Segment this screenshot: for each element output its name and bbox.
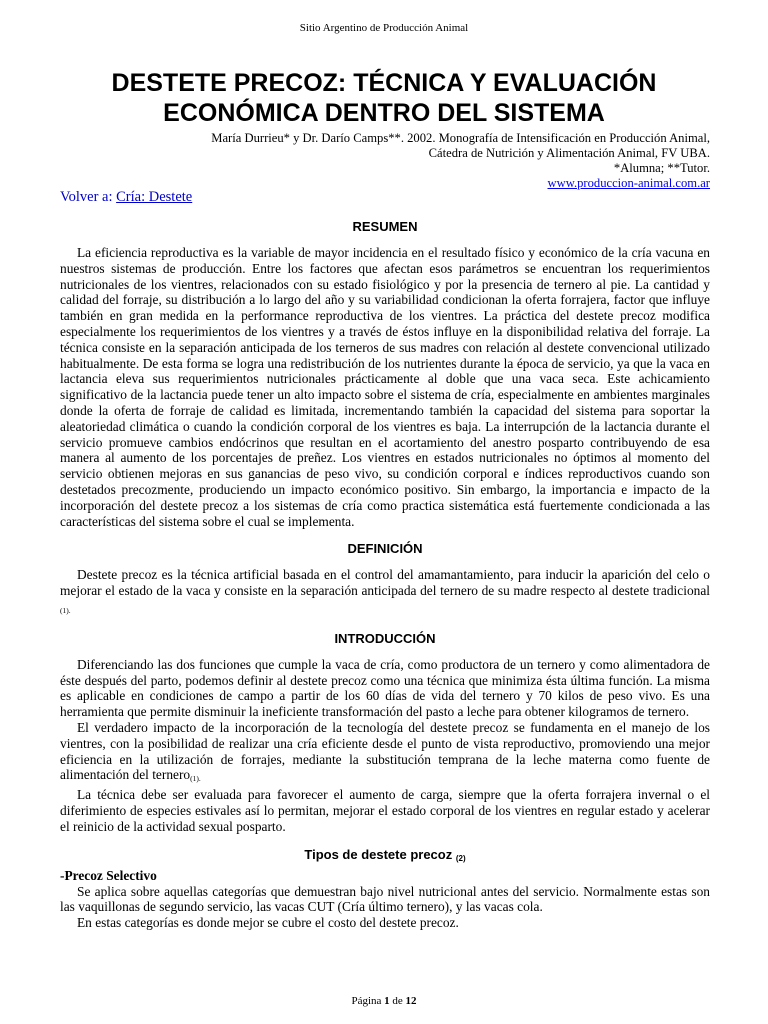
footer-mid: de — [389, 995, 406, 1007]
author-block — [70, 131, 710, 191]
paper-title — [40, 68, 728, 128]
tipos-heading-ref: (2) — [455, 853, 466, 863]
heading-resumen: RESUMEN — [352, 219, 418, 234]
definicion-ref: (1). — [60, 605, 71, 615]
definicion-text: Destete precoz es la técnica artificial basada en el control del amamantamiento, para inducir la aparición del celo o mejorar el estado de la vaca y consiste en la separación anticipada del ternero de su madre respecto al destete tradicional — [60, 567, 710, 599]
tipos-paragraph-2: En estas categorías es donde mejor se cubre el costo del destete precoz. — [77, 915, 459, 931]
back-prefix: Volver a: — [60, 189, 117, 205]
heading-definicion: DEFINICIÓN — [347, 541, 423, 557]
author-line-1: María Durrieu* y Dr. Darío Camps**. 2002. Monografía de Intensificación en Producción Animal, — [211, 131, 710, 145]
author-line-2: Cátedra de Nutrición y Alimentación Animal, FV UBA. — [428, 146, 710, 160]
definicion-paragraph — [60, 567, 710, 618]
tipos-heading-text: Tipos de destete precoz — [304, 846, 456, 862]
website-link[interactable]: www.produccion-animal.com.ar — [547, 176, 710, 190]
resumen-paragraph: La eficiencia reproductiva es la variable de mayor incidencia en el resultado físico y económico de la cría vacuna en nuestros sistemas de producción. Entre los factores que afectan esos parámetros se encuentran los requerimientos nutricionales de los vientres, relacionados con su estado fisiológico y por la presencia de ternero al pie. La cantidad y calidad del forraje, su distribución a lo largo del año y su variabilidad condicionan la oferta forrajera, factor que influye también en gran medida en la performance reproductiva de los vientres. La práctica del destete precoz modifica especialmente los requerimientos de los vientres y a través de éstos influye en la disponibilidad relativa del forraje. La técnica consiste en la separación anticipada de los terneros de sus madres con relación al destete convencional utilizado habitualmente. De esta forma se logra una redistribución de los nutrientes durante la época de servicio, ya que la vaca en lactancia eleva sus requerimientos nutricionales prácticamente al doble que una vaca seca. Este achicamiento significativo de la lactancia puede tener un alto impacto sobre el sistema de cría, especialmente en ambientes marginales donde la oferta de forraje de calidad es limitada, incrementando también la capacidad del sistema para soportar la aleatoriedad climática o cuando la condición corporal de los vientres es baja. La interrupción de la lactancia durante el servicio promueve cambios endócrinos que resultan en el acortamiento del anestro posparto contribuyendo de esa manera al aumento de los porcentajes de preñez. Los vientres en estados nutricionales no óptimos al momento del servicio obtienen mejoras en sus ganancias de peso vivo, su condición corporal e índices reproductivos cuando son destetados precozmente, produciendo un impacto económico positivo. Sin embargo, la importancia e impacto de la incorporación del destete precoz a los sistemas de cría como practica sistemática está fuertemente condicionada a las características del sistema sobre el cual se implementa. — [60, 245, 710, 529]
author-line-3: *Alumna; **Tutor. — [613, 161, 710, 175]
introduccion-paragraph-1: Diferenciando las dos funciones que cumple la vaca de cría, como productora de un ternero y como alimentadora de éste después del parto, podemos definir al destete precoz como una técnica que minimiza ésta última función. La misma es aplicable en condiciones de campo a partir de los 60 días de vida del ternero y 70 kilos de peso vivo. Es una herramienta que permite disminuir la ineficiente transformación del pasto a leche para obtener kilogramos de ternero. — [60, 656, 710, 720]
back-navigation — [60, 189, 192, 206]
title-line-1: DESTETE PRECOZ: TÉCNICA Y EVALUACIÓN — [111, 69, 657, 97]
subheading-precoz-selectivo: -Precoz Selectivo — [60, 867, 157, 883]
footer-page-number: 1 — [384, 995, 390, 1007]
introduccion-paragraph-2 — [60, 720, 710, 787]
page-footer — [0, 995, 768, 1007]
back-link-cria-destete[interactable]: Cría: Destete — [116, 189, 193, 205]
tipos-paragraph-1: Se aplica sobre aquellas categorías que demuestran bajo nivel nutricional antes del servicio. Normalmente estas son las vaquillonas de segundo servicio, las vacas CUT (Cría último ternero), y las vacas cola. — [60, 883, 710, 915]
title-line-2: ECONÓMICA DENTRO DEL SISTEMA — [163, 99, 605, 127]
footer-total-pages: 12 — [405, 995, 417, 1007]
site-header: Sitio Argentino de Producción Animal — [299, 22, 469, 34]
heading-tipos-destete — [60, 846, 710, 868]
introduccion-p2-ref: (1). — [190, 774, 201, 784]
document-body — [60, 218, 710, 931]
footer-prefix: Página — [351, 995, 385, 1007]
introduccion-paragraph-3: La técnica debe ser evaluada para favorecer el aumento de carga, siempre que la oferta forrajera invernal o el diferimiento de especies estivales así lo permitan, mejorar el estado corporal de los vientres en regular estado y acelerar el reinicio de la actividad sexual posparto. — [60, 787, 710, 834]
heading-introduccion: INTRODUCCIÓN — [334, 630, 436, 646]
introduccion-p2-text: El verdadero impacto de la incorporación de la tecnología del destete precoz se fundamenta en el manejo de los vientres, con la posibilidad de realizar una cría eficiente desde el punto de vista reproductivo, promoviendo una mejor eficiencia en la utilización de forrajes, mediante la substitución temprana de la leche materna como fuente de alimentación del ternero — [60, 719, 710, 783]
